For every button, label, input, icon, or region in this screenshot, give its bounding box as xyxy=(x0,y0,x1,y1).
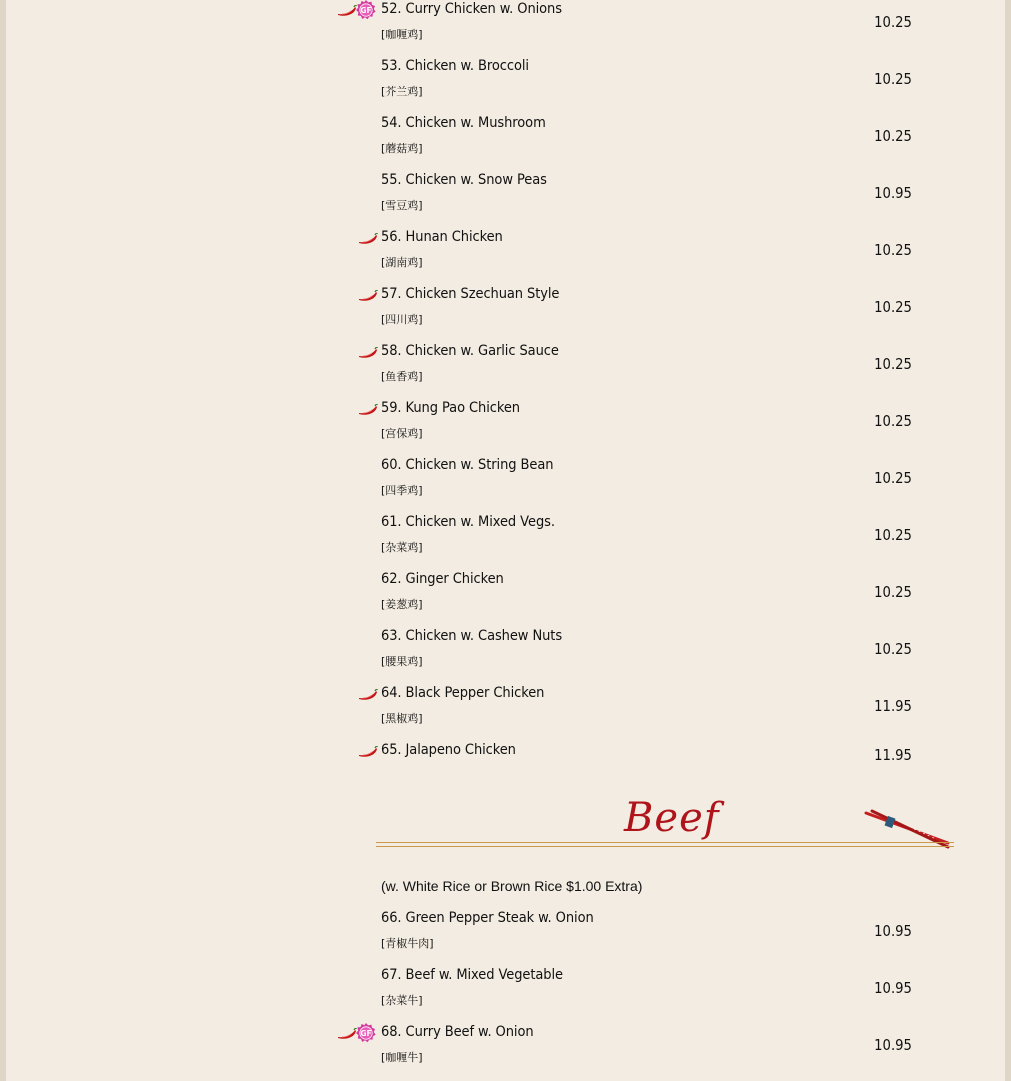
gluten-free-badge-icon xyxy=(356,1023,376,1043)
menu-item-chinese-name: [鱼香鸡] xyxy=(381,370,423,383)
menu-item-name: 54. Chicken w. Mushroom xyxy=(381,115,546,131)
menu-item-price: 10.95 xyxy=(874,922,912,940)
chili-pepper-icon xyxy=(358,403,378,415)
chili-pepper-icon xyxy=(358,346,378,358)
menu-item-chinese-name: [四季鸡] xyxy=(381,484,423,497)
menu-item-name: 57. Chicken Szechuan Style xyxy=(381,286,560,302)
chili-pepper-icon xyxy=(337,4,357,16)
chili-pepper-icon xyxy=(337,1027,357,1039)
menu-item-name: 64. Black Pepper Chicken xyxy=(381,685,545,701)
menu-item-price: 10.25 xyxy=(874,412,912,430)
menu-item-name: 59. Kung Pao Chicken xyxy=(381,400,520,416)
menu-item-chinese-name: [青椒牛肉] xyxy=(381,937,434,950)
beef-section-header xyxy=(376,795,954,851)
menu-item-chinese-name: [雪豆鸡] xyxy=(381,199,423,212)
menu-item-chinese-name: [杂菜鸡] xyxy=(381,541,423,554)
menu-item-price: 10.95 xyxy=(874,979,912,997)
menu-item xyxy=(381,571,941,623)
menu-item-price: 10.25 xyxy=(874,583,912,601)
menu-item-price: 10.25 xyxy=(874,640,912,658)
menu-item-chinese-name: [芥兰鸡] xyxy=(381,85,423,98)
menu-item-name: 61. Chicken w. Mixed Vegs. xyxy=(381,514,555,530)
menu-item-name: 60. Chicken w. String Bean xyxy=(381,457,554,473)
menu-item-price: 10.25 xyxy=(874,469,912,487)
menu-item-chinese-name: [黑椒鸡] xyxy=(381,712,423,725)
menu-item-name: 55. Chicken w. Snow Peas xyxy=(381,172,547,188)
menu-item-chinese-name: [湖南鸡] xyxy=(381,256,423,269)
menu-item xyxy=(381,1,941,53)
menu-item-name: 68. Curry Beef w. Onion xyxy=(381,1024,534,1040)
menu-item-chinese-name: [咖喱鸡] xyxy=(381,28,423,41)
menu-item-name: 58. Chicken w. Garlic Sauce xyxy=(381,343,559,359)
menu-item-price: 10.25 xyxy=(874,127,912,145)
menu-item-name: 66. Green Pepper Steak w. Onion xyxy=(381,910,594,926)
menu-item xyxy=(381,229,941,281)
menu-item-name: 63. Chicken w. Cashew Nuts xyxy=(381,628,563,644)
menu-item xyxy=(381,457,941,509)
menu-item-name: 53. Chicken w. Broccoli xyxy=(381,58,529,74)
menu-item-price: 10.95 xyxy=(874,184,912,202)
menu-item-name: 62. Ginger Chicken xyxy=(381,571,504,587)
svg-text:GF: GF xyxy=(360,1029,372,1038)
page-right-border xyxy=(1005,0,1011,1081)
menu-item xyxy=(381,1024,941,1076)
menu-item-price: 10.25 xyxy=(874,241,912,259)
menu-item-chinese-name: [宫保鸡] xyxy=(381,427,423,440)
menu-item-price: 10.25 xyxy=(874,298,912,316)
chili-pepper-icon xyxy=(358,232,378,244)
menu-item xyxy=(381,400,941,452)
menu-item-price: 10.95 xyxy=(874,1036,912,1054)
menu-item xyxy=(381,115,941,167)
menu-item xyxy=(381,967,941,1019)
menu-item-chinese-name: [咖喱牛] xyxy=(381,1051,423,1064)
menu-item xyxy=(381,514,941,566)
gluten-free-badge-icon xyxy=(356,0,376,20)
menu-item xyxy=(381,58,941,110)
menu-item-chinese-name: [姜葱鸡] xyxy=(381,598,423,611)
menu-item-price: 10.25 xyxy=(874,13,912,31)
menu-item-name: 67. Beef w. Mixed Vegetable xyxy=(381,967,563,983)
menu-item-price: 11.95 xyxy=(874,697,912,715)
section-title: Beef xyxy=(624,795,720,841)
menu-item-chinese-name: [杂菜牛] xyxy=(381,994,423,1007)
menu-item xyxy=(381,172,941,224)
chili-pepper-icon xyxy=(358,745,378,757)
menu-item-name: 65. Jalapeno Chicken xyxy=(381,742,516,758)
menu-item xyxy=(381,628,941,680)
menu-item xyxy=(381,343,941,395)
menu-item xyxy=(381,286,941,338)
chili-pepper-icon xyxy=(358,289,378,301)
menu-item-chinese-name: [腰果鸡] xyxy=(381,655,423,668)
svg-text:GF: GF xyxy=(360,6,372,15)
menu-item-chinese-name: [蘑菇鸡] xyxy=(381,142,423,155)
menu-item-price: 10.25 xyxy=(874,70,912,88)
menu-item-name: 52. Curry Chicken w. Onions xyxy=(381,1,562,17)
menu-item-price: 10.25 xyxy=(874,526,912,544)
chili-pepper-icon xyxy=(358,688,378,700)
section-note: (w. White Rice or Brown Rice $1.00 Extra) xyxy=(381,878,643,894)
menu-item-chinese-name: [四川鸡] xyxy=(381,313,423,326)
page-left-border xyxy=(0,0,6,1081)
menu-item-price: 11.95 xyxy=(874,746,912,764)
menu-item-name: 56. Hunan Chicken xyxy=(381,229,503,245)
menu-item xyxy=(381,685,941,737)
section-divider xyxy=(376,842,954,847)
menu-item xyxy=(381,910,941,962)
menu-item xyxy=(381,742,941,794)
menu-item-price: 10.25 xyxy=(874,355,912,373)
